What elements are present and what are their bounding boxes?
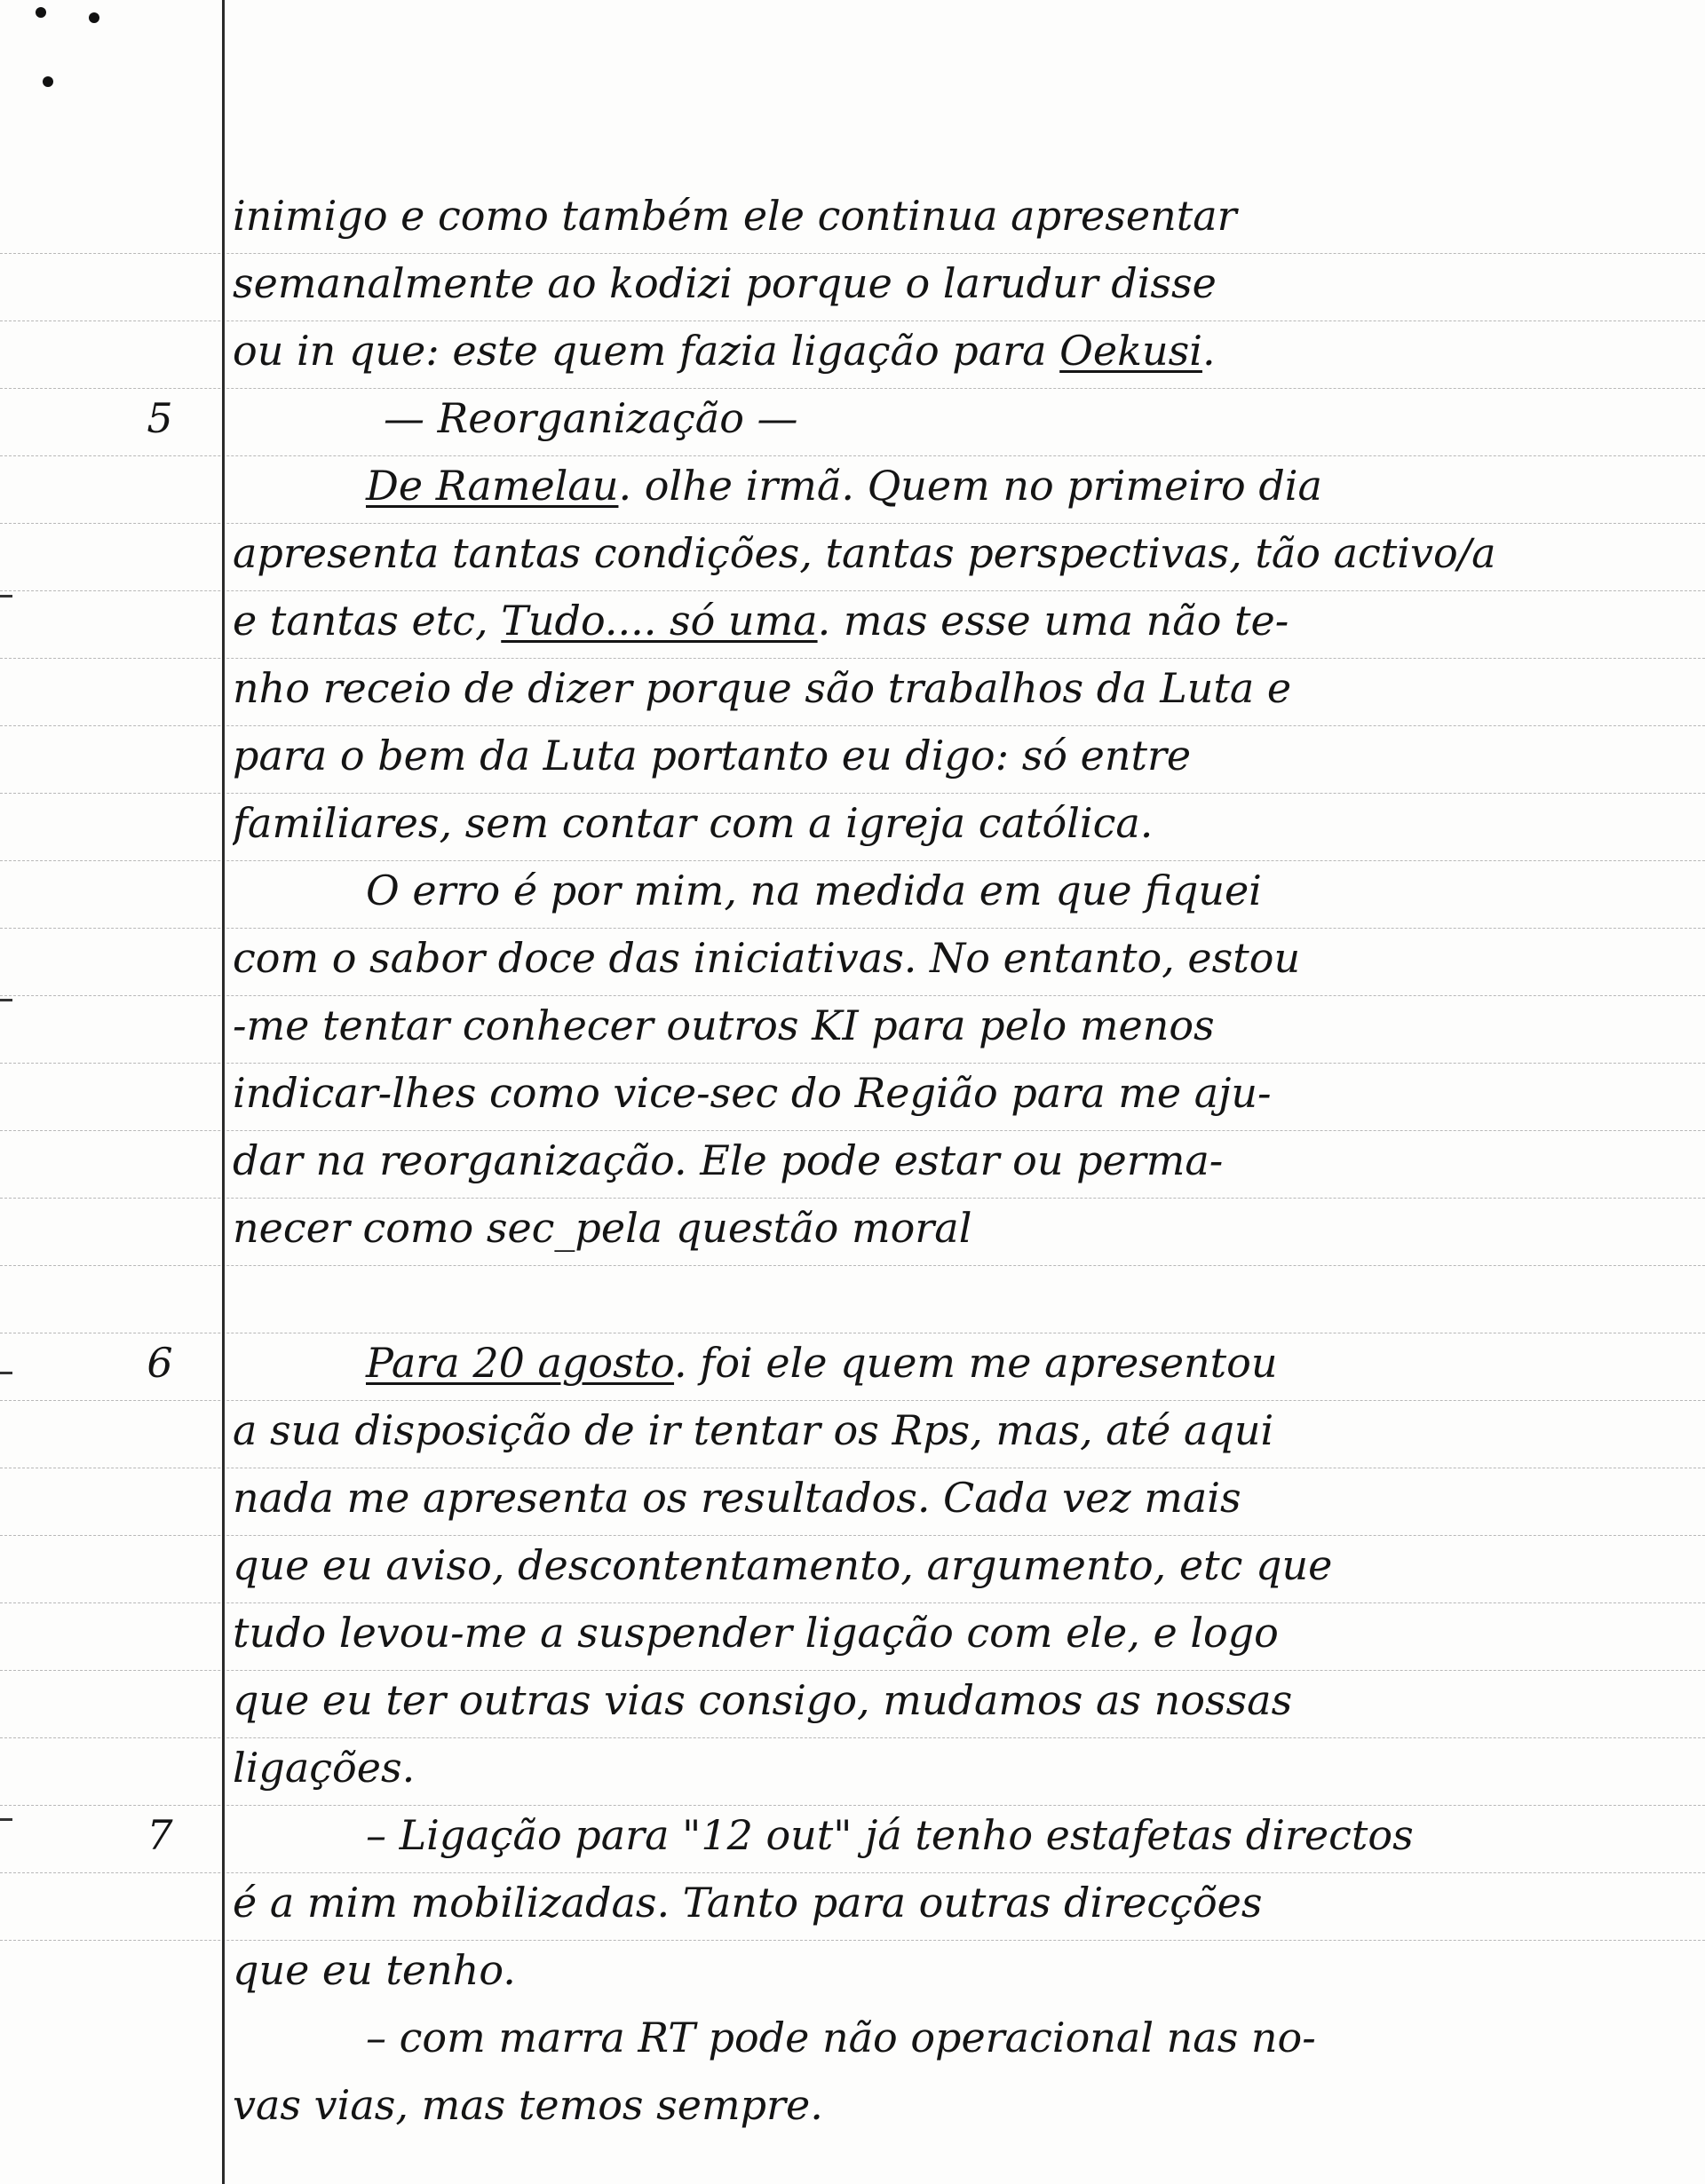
- text-line: [233, 587, 1689, 654]
- text-line: vas vias, mas temos sempre.: [233, 2081, 823, 2129]
- section-number: 5: [147, 394, 173, 442]
- text-line: -me tentar conhecer outros KI para pelo menos: [233, 1001, 1215, 1049]
- date-underlined: Para 20 agosto: [366, 1339, 675, 1387]
- binding-hole: [43, 76, 53, 87]
- edge-tick: [0, 595, 12, 597]
- text-run: . olhe irmã. Quem no primeiro dia: [618, 462, 1322, 510]
- text-line: nada me apresenta os resultados. Cada vez mais: [233, 1474, 1241, 1522]
- text-run: . mas esse uma não te-: [817, 597, 1289, 645]
- text-line: [233, 1329, 1689, 1397]
- text-line: semanalmente ao kodizi porque o larudur disse: [233, 259, 1217, 307]
- text-line: [233, 317, 1689, 384]
- ruled-line: [0, 1265, 1705, 1266]
- text-line: que eu ter outras vias consigo, mudamos as nossas: [233, 1676, 1293, 1724]
- text-line: familiares, sem contar com a igreja católica.: [233, 799, 1154, 847]
- text-line: dar na reorganização. Ele pode estar ou perma-: [233, 1136, 1224, 1184]
- text-line: – com marra RT pode não operacional nas no-: [366, 2014, 1316, 2061]
- text-line: nho receio de dizer porque são trabalhos da Luta e: [233, 664, 1292, 712]
- text-run: .: [1201, 327, 1216, 375]
- text-line: que eu tenho.: [233, 1946, 516, 1994]
- section-number: 6: [147, 1339, 173, 1387]
- edge-tick: [0, 1818, 12, 1821]
- text-line: tudo levou-me a suspender ligação com ele, e logo: [233, 1609, 1279, 1657]
- edge-tick: [0, 999, 12, 1001]
- text-line: é a mim mobilizadas. Tanto para outras direcções: [233, 1879, 1263, 1927]
- edge-tick: [0, 1372, 12, 1374]
- binding-hole: [89, 12, 99, 23]
- text-line: necer como sec_pela questão moral: [233, 1204, 972, 1252]
- text-line: a sua disposição de ir tentar os Rps, mas, até aqui: [233, 1406, 1274, 1454]
- text-run: ou in que: este quem fazia ligação para: [233, 327, 1060, 375]
- place-name-underlined: De Ramelau: [366, 462, 619, 510]
- text-line: ligações.: [233, 1744, 416, 1792]
- section-number: 7: [147, 1811, 173, 1859]
- text-line: indicar-lhes como vice-sec do Região para me aju-: [233, 1069, 1272, 1117]
- text-line: inimigo e como também ele continua apresentar: [233, 192, 1237, 240]
- text-run: e tantas etc,: [233, 597, 502, 645]
- text-line: que eu aviso, descontentamento, argumento, etc que: [233, 1541, 1333, 1589]
- place-name-underlined: Oekusi: [1059, 327, 1202, 375]
- binding-hole: [36, 7, 46, 18]
- section-heading: — Reorganização —: [384, 394, 798, 442]
- text-run: . foi ele quem me apresentou: [674, 1339, 1278, 1387]
- text-line: O erro é por mim, na medida em que fiquei: [366, 866, 1262, 914]
- text-line: [233, 452, 1689, 519]
- margin-line: [222, 0, 225, 2184]
- text-line: apresenta tantas condições, tantas perspectivas, tão activo/a: [233, 529, 1496, 577]
- emphasis-underlined: Tudo.... só uma: [501, 597, 818, 645]
- text-line: com o sabor doce das iniciativas. No entanto, estou: [233, 934, 1301, 982]
- text-line: para o bem da Luta portanto eu digo: só entre: [233, 732, 1192, 779]
- text-line: – Ligação para "12 out" já tenho estafetas directos: [366, 1811, 1414, 1859]
